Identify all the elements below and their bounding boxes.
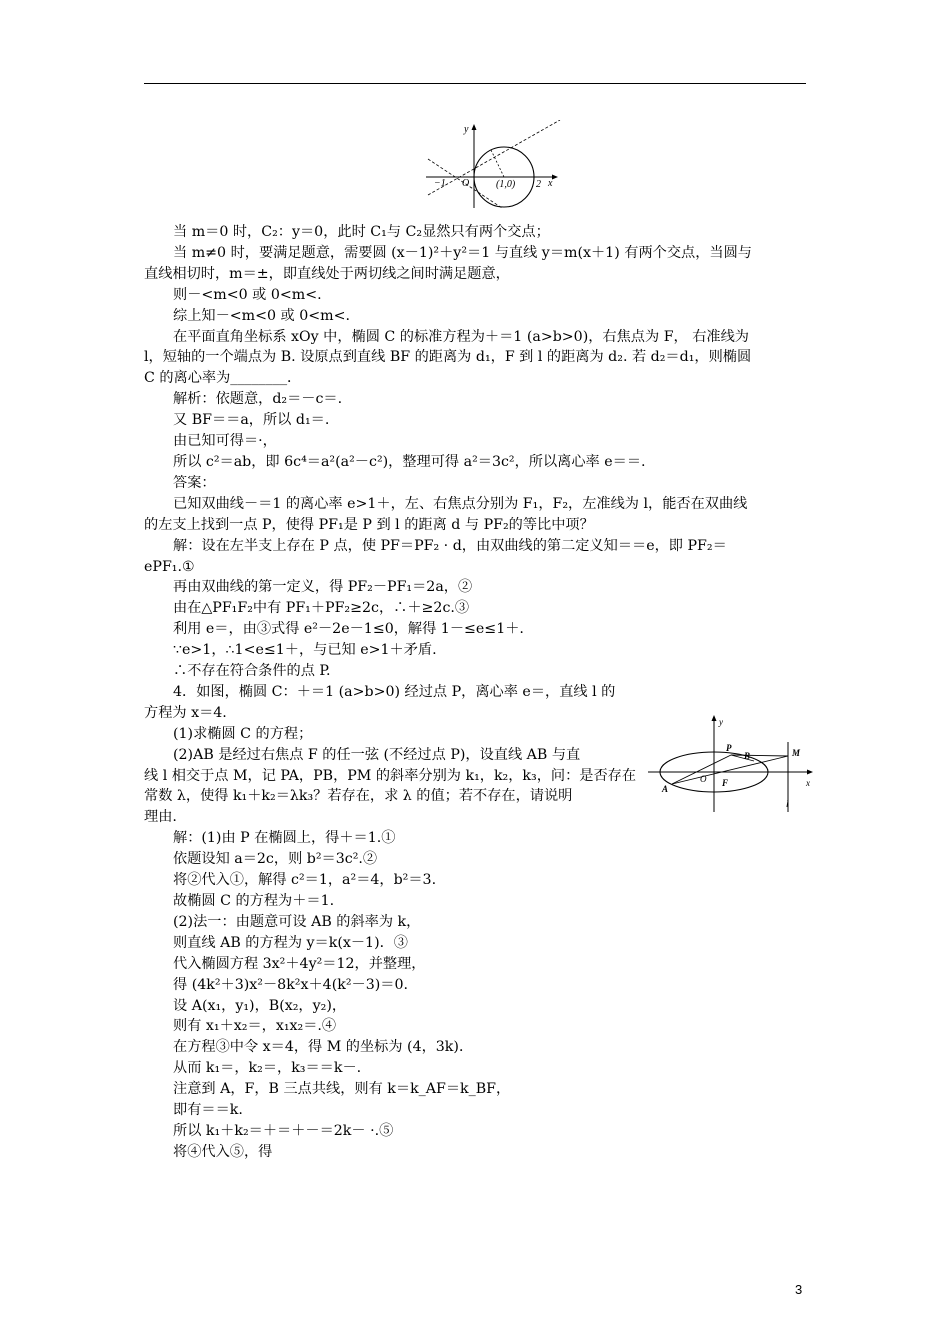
text-line: 的左支上找到一点 P，使得 PF₁是 P 到 l 的距离 d 与 PF₂的等比中项？: [144, 516, 594, 533]
text-line: 方程为 x＝4.: [144, 704, 227, 721]
text-line: ∵e>1，∴1<e≤1＋，与已知 e>1＋矛盾.: [173, 642, 437, 659]
text-line: 利用 e＝，由③式得 e²－2e－1≤0，解得 1－≤e≤1＋.: [173, 621, 524, 638]
text-line: 又 BF＝＝a，所以 d₁＝.: [173, 412, 330, 429]
fig1-two-label: 2: [536, 179, 541, 190]
fig2-B-label: B: [744, 751, 751, 761]
text-line: 将④代入⑤，得: [173, 1143, 273, 1160]
text-line: 常数 λ，使得 k₁＋k₂＝λk₃？若存在，求 λ 的值；若不存在，请说明: [144, 788, 573, 805]
text-line: 在平面直角坐标系 xOy 中，椭圆 C 的标准方程为＋＝1 (a>b>0)，右焦点为 F， 右准线为: [173, 328, 749, 345]
text-line: 代入椭圆方程 3x²＋4y²＝12，并整理，: [173, 955, 426, 972]
text-line: 所以 c²＝ab，即 6c⁴＝a²(a²－c²)，整理可得 a²＝3c²，所以离心率 e＝＝.: [173, 453, 646, 470]
text-line: 则－<m<0 或 0<m<.: [173, 286, 322, 303]
fig1-y-label: y: [464, 124, 469, 135]
text-line: 在方程③中令 x＝4，得 M 的坐标为 (4，3k)．: [173, 1039, 474, 1056]
radius-dashed: [491, 150, 504, 177]
text-line: (1)求椭圆 C 的方程；: [173, 725, 313, 742]
fig1-x-label: x: [548, 178, 553, 189]
header-rule: [144, 83, 806, 84]
text-line: 从而 k₁＝，k₂＝，k₃＝＝k－.: [173, 1060, 362, 1077]
text-line: ePF₁.①: [144, 558, 195, 575]
text-line: 解析：依题意，d₂＝－c＝.: [173, 391, 343, 408]
text-line: (2)法一：由题意可设 AB 的斜率为 k，: [173, 913, 421, 930]
text-line: 答案：: [173, 474, 216, 491]
fig1-minus1-label: −1: [434, 178, 446, 189]
text-line: 所以 k₁＋k₂＝＋＝＋－＝2k－ ·.⑤: [173, 1122, 394, 1139]
text-line: 故椭圆 C 的方程为＋＝1.: [173, 893, 335, 909]
text-line: 注意到 A，F，B 三点共线，则有 k＝k_AF＝k_BF，: [173, 1081, 511, 1098]
page-number: 3: [795, 1282, 803, 1297]
text-line: 将②代入①，解得 c²＝1，a²＝4，b²＝3.: [173, 872, 437, 889]
text-line: 则直线 AB 的方程为 y＝k(x－1)．③: [173, 934, 408, 951]
text-line: 4．如图，椭圆 C：＋＝1 (a>b>0) 经过点 P，离心率 e＝，直线 l 的: [173, 683, 616, 700]
text-line: (2)AB 是经过右焦点 F 的任一弦 (不经过点 P)，设直线 AB 与直: [173, 746, 581, 763]
text-line: 依题设知 a＝2c，则 b²＝3c².②: [173, 851, 378, 868]
problem-4-block: [144, 682, 637, 828]
text-line: C 的离心率为________．: [144, 370, 302, 387]
x-axis-arrow: [552, 175, 558, 180]
fig2-l-label: l: [786, 799, 789, 809]
text-line: 解：(1)由 P 在椭圆上，得＋＝1.①: [173, 830, 396, 847]
fig2-x-label: x: [806, 778, 810, 788]
text-line: 线 l 相交于点 M，记 PA，PB，PM 的斜率分别为 k₁，k₂，k₃，问：是否存在: [144, 767, 637, 784]
text-line: 设 A(x₁，y₁)，B(x₂，y₂)，: [173, 997, 347, 1014]
text-line: 解：设在左半支上存在 P 点，使 PF＝PF₂ · d，由双曲线的第二定义知＝＝e，即 PF₂＝: [173, 537, 727, 554]
text-line: 则有 x₁＋x₂＝，x₁x₂＝.④: [173, 1018, 337, 1035]
document-body: [144, 222, 808, 1163]
fig2-P-label: P: [726, 743, 732, 753]
fig2-F-label: F: [722, 778, 729, 788]
text-line: 直线相切时，m＝±，即直线处于两切线之间时满足题意，: [144, 265, 510, 282]
text-line: 得 (4k²＋3)x²－8k²x＋4(k²－3)＝0.: [173, 976, 408, 993]
text-line: l，短轴的一个端点为 B. 设原点到直线 BF 的距离为 d₁，F 到 l 的距离为 d₂. 若 d₂＝d₁，则椭圆: [144, 349, 752, 366]
fig2-A-label: A: [662, 784, 669, 794]
text-line: ∴不存在符合条件的点 P.: [173, 663, 331, 680]
text-line: 由在△PF₁F₂中有 PF₁＋PF₂≥2c，∴＋≥2c.③: [173, 600, 470, 617]
text-line: 当 m＝0 时，C₂：y＝0，此时 C₁与 C₂显然只有两个交点；: [173, 224, 550, 240]
text-line: 理由.: [144, 809, 177, 826]
text-line: 当 m≠0 时，要满足题意，需要圆 (x－1)²＋y²＝1 与直线 y＝m(x＋1) 有两个交点，当圆与: [173, 244, 752, 261]
fig1-center-label: (1,0): [496, 179, 516, 190]
fig2-O-label: O: [700, 774, 707, 784]
text-line: 即有＝＝k.: [173, 1102, 243, 1119]
y-axis-arrow: [472, 124, 477, 130]
fig2-M-label: M: [792, 748, 801, 758]
fig1-origin-label: O: [462, 178, 470, 189]
text-line: 由已知可得＝·，: [173, 433, 277, 450]
text-line: 综上知－<m<0 或 0<m<.: [173, 307, 350, 324]
text-line: 再由双曲线的第一定义，得 PF₂－PF₁＝2a，②: [173, 579, 473, 596]
text-line: 已知双曲线－＝1 的离心率 e>1＋，左、右焦点分别为 F₁，F₂，左准线为 l，能否在双曲线: [173, 495, 748, 512]
circle-tangent-figure: [424, 120, 564, 210]
fig2-y-label: y: [719, 717, 723, 727]
